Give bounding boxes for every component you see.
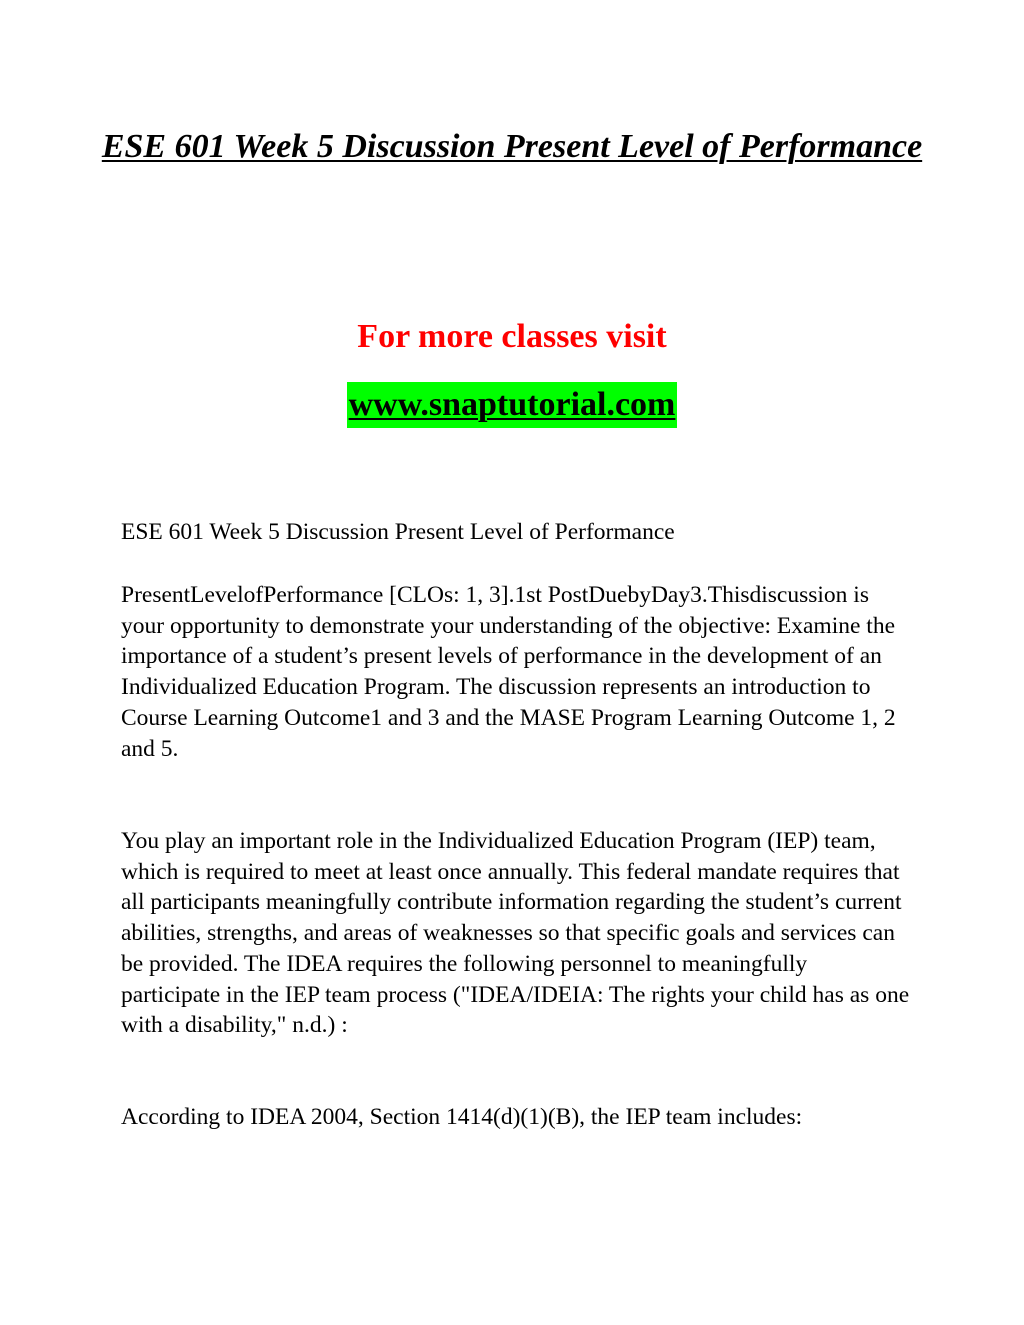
promo-link[interactable]: www.snaptutorial.com bbox=[347, 382, 678, 428]
section-heading: ESE 601 Week 5 Discussion Present Level of Performance bbox=[121, 519, 675, 545]
document-title bbox=[100, 122, 924, 171]
paragraph-iep-role: You play an important role in the Individualized Education Program (IEP) team, which is required to meet at least once annually. This federal mandate requires that all participants meaningfully contribute information regarding the student’s current abilities, strengths, and areas of weaknesses so that specific goals and services can be provided. The IDEA requires the following personnel to meaningfully participate in the IEP team process ("IDEA/IDEIA: The rights your child has as one with a disability," n.d.) : bbox=[121, 828, 910, 1039]
paragraph-iep-team: According to IDEA 2004, Section 1414(d)(1)(B), the IEP team includes: bbox=[121, 1104, 803, 1130]
document-title-text: ESE 601 Week 5 Discussion Present Level of Performance bbox=[101, 128, 923, 165]
promo-text: For more classes visit bbox=[357, 318, 667, 355]
promo-link-container bbox=[0, 382, 1024, 428]
paragraph-objective: PresentLevelofPerformance [CLOs: 1, 3].1st PostDuebyDay3.Thisdiscussion is your opportunity to demonstrate your understanding of the objective: Examine the importance of a student’s present levels of performance in the development of an Individualized Education Program. The discussion represents an introduction to Course Learning Outcome1 and 3 and the MASE Program Learning Outcome 1, 2 and 5. bbox=[121, 582, 896, 762]
